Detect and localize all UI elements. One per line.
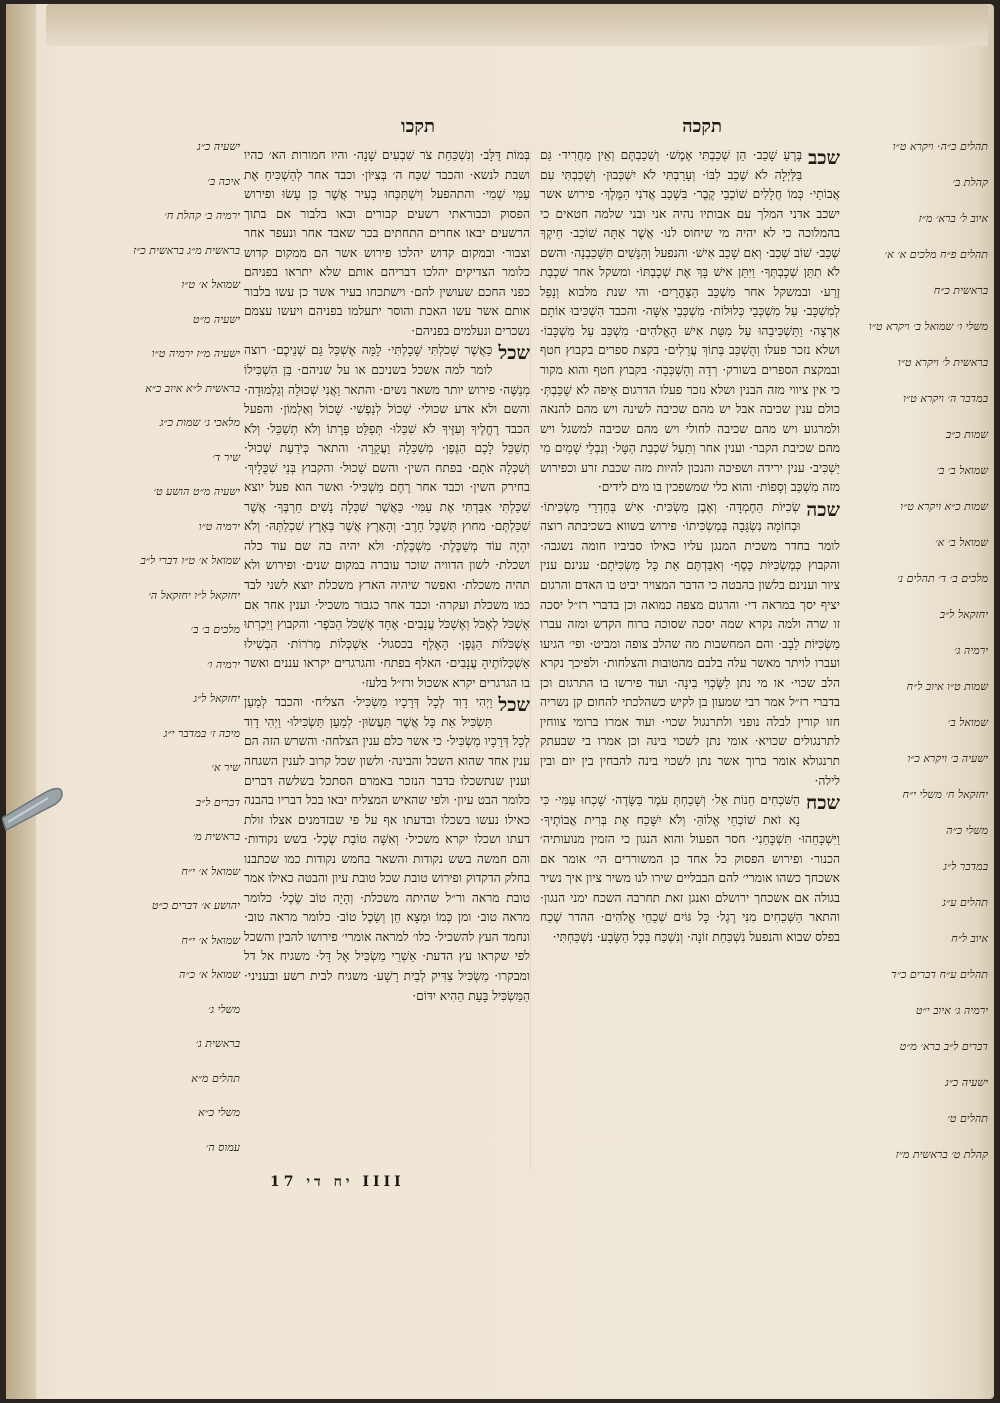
margin-reference: שמואל ב׳: [947, 716, 988, 729]
page-gutter: [6, 4, 36, 1399]
margin-reference: בראשית ג׳: [195, 1037, 240, 1050]
margin-reference: ישעיה כ״ג: [197, 140, 240, 153]
right-text-column: [540, 146, 840, 1176]
entry-text: כַּאֲשֶׁר שָׁכֹלְתִּי שָׁכָלְתִּי· לָמָּה אֶשְׁכַּל גַּם שְׁנֵיכֶם· רוצה לומר למה אשכל בשניכם או על שניהם· בֵּן הִשְׁכִּילוֹ מְנַשֶּׁה· פירוש יותר משאר נשים· והתאר וַאֲנִי שְׁכוּלָה וְגַלְמוּדָה· והשם ולא אדע שכולי· שְׁכוֹל לְנַפְשִׁי· שָׁכוֹל וְאַלְמוֹן· והפעל הכבד רֶחֱלֶיךָ וְעִזֶּיךָ לֹא שִׁכֵּלוּ· תְּפַלֵּט פָּרָתוֹ וְלֹא תְשַׁכֵּל· וְלֹא תְשַׁכֵּל לָכֶם הַגֶּפֶן· מְשַׁכֵּלָה וַעֲקָרָה· והתאר כְּיֹדַעַת שְׁכוּל· וְשִׁכְּלָה אֹתָם· בפתח השין· והשם שָׁכוּל· והקבוץ בְּנֵי שִׁכֻּלָיִךְ· בחירק השין· וכבד אחר רֶחֶם מַשְׁכִּיל· ואשר הוא פעל יוצא שִׁכַּלְתִּי אִבַּדְתִּי אֶת עַמִּי· כַּאֲשֶׁר שִׁכְּלָה נָשִׁים חַרְבֶּךָ· אֲשֶׁר שִׁכַּלְתֶּם· מחוץ תְּשַׁכֶּל חָרֶב· וְהָאָרֶץ אֲשֶׁר בְּאֶרֶץ שִׁכְלַתְּהּ· וְלֹא יִהְיֶה עוֹד מְשַׁכֶּלֶת· מִשְׁכֶּלֶת· ולא יהיה בה שם עוד כלה ושכלת· לשון הדוויה שוכר עוברה במקום שנים· ופירוש ולא תהיה משכלת· ואפשר שיהיה הארץ משכלת יוצא לשני לבד כמו משכלת ועקרה· וכבד אחר כגבור משכיל· וענין אחר אִם אֶשְׁכֹּל לְאֶכֹּל וְאֶשְׁכֹּל עֲנָבִים· אֶחָד אֶשְׁכֹּל הַכֹּפֶר· והקבוץ וַיִּכְרְתוּ אֶשְׁכֹּלוֹת הַגֶּפֶן· הָאֶלֶף בכסגול· אַשְׁכְּלוֹת מְרֹרוֹת· הִבְשִׁילוּ אַשְׁכְּלוֹתֶיהָ עֲנָבִים· האלף בפתח· והגרגרים יקראו עננים ואשר בו הגרגרים יקרא אשכול ורז״ל בלעז·: [244, 343, 530, 690]
margin-reference: יחזקאל ל״ג: [193, 692, 240, 705]
margin-reference: תהלים ע״ג: [942, 896, 988, 909]
entry-headword: שכה: [806, 498, 840, 521]
margin-reference: בראשית ל״א איוב כ״א: [145, 381, 240, 395]
entry-headword: שכח: [806, 792, 840, 815]
margin-reference: שמואל א׳ כ״ה: [178, 968, 240, 981]
entry-text: וַיְהִי דָוִד לְכָל דְּרָכָיו מַשְׂכִּיל· הצליח· והכבד לְמַעַן תַּשְׂכִּיל אֵת כָּל אֲשֶׁר תַּעֲשׂוּן· לְמַעַן תַּשְׂכִּילוּ· וַיְהִי דָוִד לְכָל דְּרָכָיו מַשְׂכִּיל· כי אשר כלם ענין הצלחה· והשרש הזה הם ענין אחד שהוא השכל והבינה· ולשון שכל קרוב לענין השגחה וענין שנתשכלו בדבר הנזכר באמרם הסתכל בשלשה דברים כלומר הבט עיון· ולפי שהאיש המצליח יבאו בכל דבריו בהבנה כאילו נעשו בשכלו ובדעתו אף על פי שבזדמנים אצלו זולת דעתו ושכלו יקרא משכיל· וְאִשָּׁה טוֹבַת שֶׂכֶל· בשש נקודות· והם חמשה בשש נקודות והשאר בחמש נקודות כמו שכתבנו בחלק הדקדוק ופירוש טובת שכל טובת עיון והבטה כאילו אמר טובת מראה ור״ל שהיתה משכלת· וְהָיָה טוֹב שֶׂכֶל· כלומר מראה טוב· ומן כְּמוֹ וּמְצָא חֵן וְשֵׂכֶל טוֹב· כלומר מראה טוב· ונחמד העץ להשכיל· כלו׳ למראה אומרי׳ פירושו להבין והשכל לפי שקראו עץ הדעת· אַשְׁרֵי מַשְׂכִּיל אֶל דָּל· משגיח אל דל ומבקרו· מַשְׂכִּיל צַדִּיק לְבֵית רָשָׁע· משגיח לבית רשע ובעניני· הַמַּשְׂכִּיל בָּעֵת הַהִיא יִדּוֹם·: [244, 695, 530, 1003]
margin-reference: שמואל א׳ י״ח: [181, 933, 240, 947]
entry-text: הַשֹּׁכְחִים חֵנוֹת אֵל· וְשָׁכַחְתְּ עֹמֶר בַּשָּׂדֶה· שָׁכְחוּ עַמִּי· כִּי נָא זֹאת שׁוֹכְחֵי אֱלוֹהַּ· וְלֹא יִשָּׁכַח אֶת בְּרִית אֲבוֹתֶיךָ· וַיִּשְׁכָּחֵהוּ· תִּשְׁכָּחֵנִי· חסר הפעול והוא הנגון כי הזמין מנועותיה׳ הכנור· ופירוש הפסוק כל אחד כן המשוררים הי׳ אומר אם אשכחך כשהו אומרי׳ להם הבבליים שירו לנו משיר ציון איך נשיר בגולה אם אשכחך ירושלם ואנגן זאת תחרבה השכח ימני הנגון· והתאר הַשְּׁכֵחִים מִנִּי רֶגֶל· כָּל גּוֹיִם שְׁכֵחֵי אֱלֹהִים· ההדר שֶׁכַח בפלס שבוא והנפעל נִשְׁכַּחַת זוֹנָה· וְנִשְׁכַּח בְּכָל הַשָּׂבָע· נִשְׁכַּחְתִּי·: [540, 793, 840, 944]
margin-reference: שיר ד׳: [212, 450, 240, 464]
entry-text: בְּמוֹת דֻּלָּב· וְנִשְׁכַּחַת צֹר שִׁבְעִים שָׁנָה· והיו חמורות הא׳ כהיו ושבת לנשא· והכבד שִׁכַּח ה׳ בְּצִיּוֹן· וכבד אחר לְהַשְׁכִּיחַ אֶת עַמִּי שְׁמִי· והתהפעל וְיִשְׁתַּכְּחוּ בָעִיר אֲשֶׁר כֵּן עָשׂוּ ופירוש הפסוק וכבוראתי רשעים קבורים ובאו בלבור אם בתוך הרשעים יבאו אחרים התחתים בכר שאבד אחר ונעפר אחר וצבור· ובמקום קדוש יהלכו פירוש אשר הם ממקום קדוש כלומר הצדיקים יהלכו דבריהם אותם שלא יתראו בפניהם כפני החכם שעושין להם· וישתכחו בעיר אשר כן עשו בלבור אותם אשר עשו האכת והוסר יתעלמו בפניהם ויעשו עצמם נשכרים ונעלמים בפניהם·: [244, 148, 530, 338]
margin-reference: מיכה ז׳ במדבר י״ג: [163, 726, 240, 740]
margin-reference: במדבר ה׳ ויקרא ט״ו: [903, 392, 988, 405]
entry-paragraph: [540, 498, 840, 791]
margin-reference: דברים ל״ב ברא׳ מ״ט: [899, 1040, 988, 1053]
margin-reference: בראשית מ׳: [192, 830, 240, 843]
margin-reference: מלכים ב׳ ב׳: [190, 623, 240, 636]
entry-paragraph: [244, 146, 530, 341]
left-margin-references: [120, 140, 240, 1200]
margin-reference: שמואל ב׳ א׳: [935, 536, 988, 549]
margin-reference: תהלים פ״ח מלכים א׳ א׳: [884, 248, 988, 261]
margin-reference: יחזקאל ח׳ משלי י״ח: [902, 788, 988, 801]
page-header-right: תקכה: [682, 116, 722, 137]
margin-reference: תהלים ט׳: [947, 1112, 988, 1125]
margin-reference: שמואל א׳ י״ח: [181, 864, 240, 878]
margin-reference: שמואל ב׳ ב׳: [936, 464, 988, 477]
margin-reference: בראשית ל׳ ויקרא ט״ו: [897, 356, 988, 369]
margin-reference: יחזקאל ל״ו יחזקאל ה׳: [148, 588, 240, 602]
margin-reference: משלי כ״ה: [946, 824, 988, 837]
margin-reference: בראשית מ״ג בראשית כ״ז: [133, 243, 240, 257]
margin-reference: ירמיה ב׳ קהלת ח׳: [164, 209, 240, 222]
margin-reference: תהלים מ״א: [191, 1071, 240, 1085]
entry-paragraph: [244, 341, 530, 693]
margin-reference: משלי ג׳: [207, 1002, 240, 1016]
entry-headword: שכל: [498, 342, 530, 365]
margin-reference: דברים ל״ב: [195, 795, 240, 809]
margin-reference: משלי ו׳ שמואל ב׳ ויקרא ט״ו: [868, 320, 988, 333]
margin-reference: ישעיה ב׳ ויקרא כ״ו: [907, 752, 988, 765]
margin-reference: ירמיה ו׳: [207, 657, 240, 671]
margin-reference: ירמיה ג׳: [954, 644, 988, 657]
margin-reference: יהושע א׳ דברים כ״ט: [151, 899, 240, 912]
margin-reference: ירמיה ג׳ איוב י״ט: [915, 1004, 988, 1017]
margin-reference: ירמיה ט״ו: [198, 519, 240, 533]
margin-reference: במדבר ל״ג: [943, 860, 988, 873]
entry-headword: שכב: [808, 147, 840, 169]
margin-reference: ישעיה מ״ז ירמיה ט״ו: [151, 347, 240, 360]
margin-reference: שמות כ״ב: [945, 428, 988, 441]
entry-paragraph: [540, 146, 840, 498]
margin-reference: עמוס ה׳: [205, 1140, 240, 1154]
margin-reference: מלאכי ג׳ שמות כ״ג: [159, 416, 240, 429]
margin-reference: ישעיה מ״ט: [192, 312, 240, 326]
entry-paragraph: [244, 693, 530, 1006]
page-top-edge: [46, 4, 988, 46]
margin-reference: שיר א׳: [211, 761, 240, 774]
entry-headword: שכל: [498, 694, 530, 717]
margin-reference: קהלת ב׳: [952, 176, 988, 189]
margin-reference: שמות ט״ו איוב ל״ח: [906, 680, 988, 693]
margin-reference: ישעיה כ״ג: [945, 1076, 988, 1089]
entry-text: שְׂכִיּוֹת הַחֶמְדָּה· וְאֶבֶן מַשְׂכִּית· אִישׁ בְּחַדְרֵי מַשְׂכִּיתוֹ· וּבְחוֹמָה נִשְׂגָּבָה בְּמַשְׂכִּיתוֹ· פירוש בשווא בשכיבתה רוצה לומר בחדר משכית המנגן עליו כאילו סביביו חומה נשגבה· והקבוץ כְּמַשְׂכִּיּוֹת כֶּסֶף· וְאִבַּדְתֶּם אֵת כָּל מַשְׂכִּיֹּתָם· ענינם ענין ציור וענינם בלשון בהבטה כי הדבר המצויר יביט בו האדם והרגום יציף יסך במראה די· והרגום מצפה כמואה וכן בדברי רז״ל יסכה זו שרה ולמה נקרא שמה יסכה שסוכה ברוח הקדש ומזה עברו מַשְׂכִּיּוֹת לֵבָב· והם המחשבות מה שהלב צופה ומביט· ופי׳ הגיעו ועברו לויתר מאשר עלה בלבם מהטובות והצלחות· ולפיכך נקרא הלב שכוי· או מי נתן לַשֶּׂכְוִי בִינָה· ועוד פירשו בו התרגום וכן בדברי רז״ל אמר רבי שמעון בן לקיש כשהלכתי להחום קן נשריה חזו קורין לבלה נופני ולתרנגול שכוי· ועוד אמרו ברומי צווחין לתרנגולים שכויא· אומי נתן לשכוי בינה וכן אמרו בי שבעתק תרנגולא אומר ברוך אשר נתן לשכוי בינה להבחין בין יום ובין לילה·: [540, 499, 840, 788]
margin-reference: איכה ב׳: [207, 174, 240, 188]
right-margin-references: [840, 140, 988, 1200]
column-divider: [530, 150, 531, 1170]
left-text-column: [244, 146, 530, 1171]
bookmark-tab-icon: [2, 778, 66, 834]
entry-paragraph: [540, 791, 840, 947]
margin-reference: שמואל א׳ ט״ו דברי ל״ב: [140, 554, 240, 567]
margin-reference: יחזקאל ל״ב: [939, 608, 988, 621]
margin-reference: בראשית כ״ח: [933, 284, 988, 297]
margin-reference: איוב ל״ח: [951, 932, 988, 945]
margin-reference: איוב ל׳ ברא׳ מ״ז: [918, 212, 988, 225]
margin-reference: שמואל א׳ ט״ו: [181, 278, 240, 291]
page-header-left: תקכו: [400, 116, 435, 137]
margin-reference: ישעיה מ״ט הושע ט׳: [153, 485, 240, 498]
entry-text: בֶּרֶעַ שָׁכַב· הֵן שְׁכַבְתִּי אֶמֶשׁ· וְשִׁכַבְתֶּם וְאֵין מַחֲרִיד· גַּם בַּלַּיְלָה לֹא שָׁכַב לִבּוֹ· וְעָרַבְתִּי לֹא יִשְׁכְּבוּן· וְשָׁכַבְתִּי עִם אֲבוֹתַי· כְּמוֹ חֲלָלִים שׁוֹכְבֵי קֶבֶר· בִּשְׁכַב אֲדֹנִי הַמֶּלֶךְ· פירוש אשר ישכב אדני המלך עם אבותיו נהיה אני ובני שלמה חטאים כי בהמלוכה כי לא יהיה מי שיחוס לנו· אֲשֶׁר אַתָּה שׁוֹכֵב· חֵיקֶךָ שְׁכַב· שׁוֹב שְׁכַב· וְאִם שָׁכַב אִישׁ· והנפעל וְהַנָּשִׁים תִּשָּׁכַבְנָה· והשם לֹא תִתֵּן שְׁכָבְתְּךָ· וַיִּתֵּן אִישׁ בָּךְ אֶת שְׁכָבְתּוֹ· ומשקל אחר שִׁכְבַת זֶרַע· ובמשקל אחר מִשְׁכַּב הַצָּהֳרָיִם· והי שנת מלבוא וְנָפַל לְמִשְׁכָּב· עַל מִשְׁכְּבֵי כְּלוּלוֹת· מִשְׁכְּבֵי אִשָּׁה· והכבד הִשְׁכִּיבוּ אוֹתָם אַרְצָה· וַתַּשְׁכִּיבֵהוּ עַל מִטַּת אִישׁ הָאֱלֹהִים· מִשְׁכַּב עַל מִשְׁכָּבוֹ· ושלא נזכר פעלו וְהֻשְׁכַּב בְּתוֹךְ עֲרֵלִים· בקצת ספרים בקבוץ חטף ובמקצת הספרים בשורק· רְדָה וְהָשְׁכְּבָה· בקבוץ חטף והוא מקור כי אין ציווי מזה הבנין ושלא נזכר פעלו הדרגום אֵיפֹה לֹא שֻׁכַּבְתְּ· כולם ענין שכיבה אבל יש מהם שכיבה לשינה ויש מהם להנאה ולמרגוע ויש מהם שכיבה לחולי ויש מהם שכיבה למשגל ויש מהם שכיבת הקבר· וענין אחר וְתַעַל שִׁכְבַת הַטָּל· וְנִבְלֵי שָׁמַיִם מִי יַשְׁכִּיב· ענין ירידה ושפיכה והנכון להיות מזה שכבת זרע וכפירוש מזה מִשְׁכַּב וְסָפוֹת· והוא כלי שמשפכין בו מים לידים·: [540, 148, 840, 495]
margin-reference: מלכים ב׳ ד׳ תהלים נ׳: [896, 572, 988, 585]
margin-reference: משלי כ״א: [198, 1106, 240, 1119]
margin-reference: קהלת ט׳ בראשית מ״ז: [895, 1148, 988, 1161]
margin-reference: תהלים ע״ח דברים כ״ד: [891, 968, 988, 981]
margin-reference: תהלים כ״ה· ויקרא ט״ו: [892, 140, 988, 153]
signature-mark: יח די 17 IIII: [270, 1174, 405, 1190]
margin-reference: שמות כ״א ויקרא ט״ו: [900, 500, 988, 513]
